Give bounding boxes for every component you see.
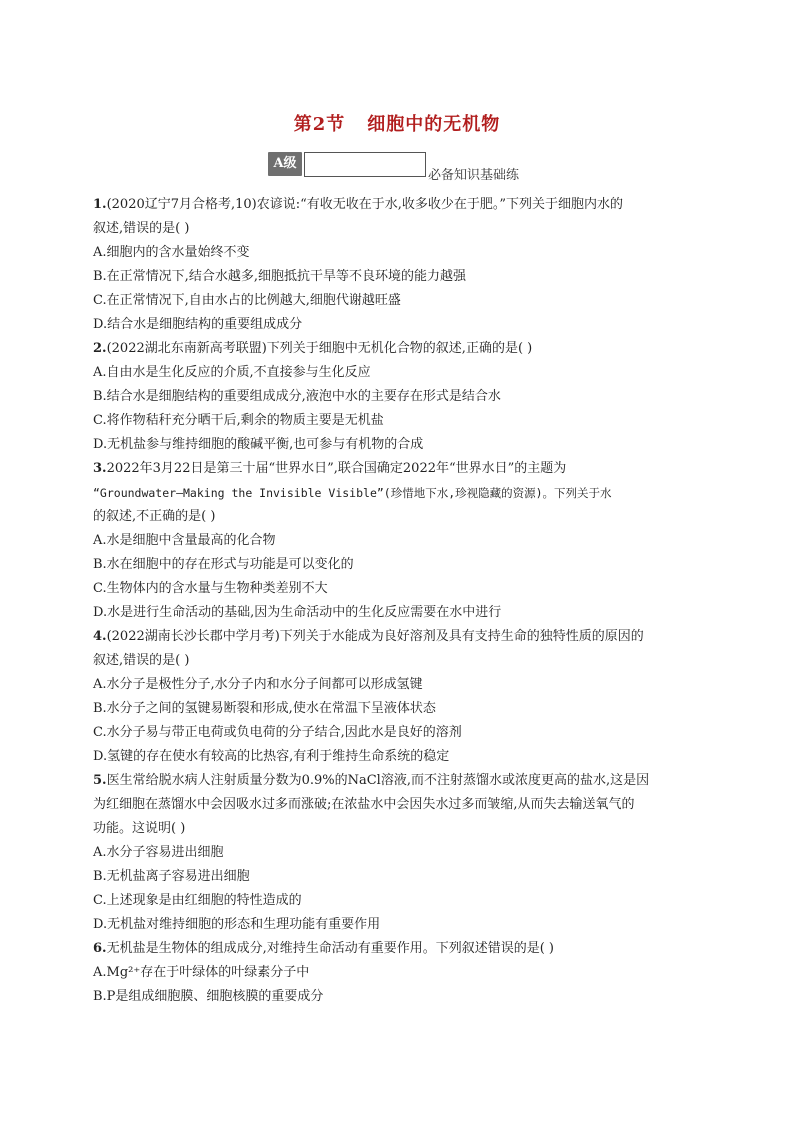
question-4-option: D.氢键的存在使水有较高的比热容,有利于维持生命系统的稳定 [93, 749, 450, 764]
level-badge: A级 [268, 152, 302, 176]
question-1-option: B.在正常情况下,结合水越多,细胞抵抗干旱等不良环境的能力越强 [93, 269, 466, 284]
question-2-option: D.无机盐参与维持细胞的酸碱平衡,也可参与有机物的合成 [93, 437, 424, 452]
question-1-stem-line [93, 217, 703, 241]
question-3-stem-line [93, 457, 703, 481]
question-number: 3. [93, 461, 107, 476]
question-1-option: D.结合水是细胞结构的重要组成成分 [93, 317, 303, 332]
question-3-stem-line [93, 505, 703, 529]
question-2-option: A.自由水是生化反应的介质,不直接参与生化反应 [93, 365, 371, 380]
question-4-option: A.水分子是极性分子,水分子内和水分子间都可以形成氢键 [93, 677, 423, 692]
question-3-option: A.水是细胞中含量最高的化合物 [93, 533, 276, 548]
question-4-stem-line [93, 649, 703, 673]
question-list [93, 193, 703, 1009]
question-6-option: B.P是组成细胞膜、细胞核膜的重要成分 [93, 989, 324, 1004]
question-number: 5. [93, 773, 107, 788]
question-5-stem-line [93, 817, 703, 841]
question-5-option: C.上述现象是由红细胞的特性造成的 [93, 893, 302, 908]
question-text: 医生常给脱水病人注射质量分数为0.9%的NaCl溶液,而不注射蒸馏水或浓度更高的盐水,这是因 [106, 773, 650, 788]
question-number: 6. [93, 941, 107, 956]
question-number: 4. [93, 629, 107, 644]
question-5-option: A.水分子容易进出细胞 [93, 845, 224, 860]
question-4-stem-line [93, 625, 703, 649]
question-text: 2022年3月22日是第三十届“世界水日”,联合国确定2022年“世界水日”的主题为 [106, 461, 567, 476]
question-text: (2022湖南长沙长郡中学月考)下列关于水能成为良好溶剂及具有支持生命的独特性质的原因的 [106, 629, 644, 644]
question-3-stem-line [93, 481, 703, 505]
question-number: 2. [93, 341, 107, 356]
question-text: 叙述,错误的是( ) [93, 221, 190, 236]
question-text: 为红细胞在蒸馏水中会因吸水过多而涨破;在浓盐水中会因失水过多而皱缩,从而失去输送氧气的 [93, 797, 635, 812]
section-number: 第2节 [293, 114, 346, 135]
question-3-option: B.水在细胞中的存在形式与功能是可以变化的 [93, 557, 354, 572]
question-number: 1. [93, 197, 107, 212]
question-1-option: A.细胞内的含水量始终不变 [93, 245, 250, 260]
question-5-option: B.无机盐离子容易进出细胞 [93, 869, 250, 884]
question-5-option: D.无机盐对维持细胞的形态和生理功能有重要作用 [93, 917, 381, 932]
question-1-stem-line [93, 193, 703, 217]
question-text: 的叙述,不正确的是( ) [93, 509, 216, 524]
section-name: 细胞中的无机物 [367, 114, 501, 135]
level-box [304, 152, 426, 177]
level-text: 必备知识基础练 [428, 168, 520, 183]
question-text: (2020辽宁7月合格考,10)农谚说:“有收无收在于水,收多收少在于肥。”下列关于细胞内水的 [106, 197, 624, 212]
question-4-option: B.水分子之间的氢键易断裂和形成,使水在常温下呈液体状态 [93, 701, 436, 716]
question-4-option: C.水分子易与带正电荷或负电荷的分子结合,因此水是良好的溶剂 [93, 725, 462, 740]
question-2-stem-line [93, 337, 703, 361]
question-text: 叙述,错误的是( ) [93, 653, 190, 668]
question-3-option: D.水是进行生命活动的基础,因为生命活动中的生化反应需要在水中进行 [93, 605, 502, 620]
question-2-option: B.结合水是细胞结构的重要组成成分,液泡中水的主要存在形式是结合水 [93, 389, 501, 404]
question-6-stem-line [93, 937, 703, 961]
question-3-option: C.生物体内的含水量与生物种类差别不大 [93, 581, 328, 596]
question-5-stem-line [93, 793, 703, 817]
question-text: “Groundwater—Making the Invisible Visible”(珍惜地下水,珍视隐藏的资源)。下列关于水 [93, 486, 612, 500]
question-1-option: C.在正常情况下,自由水占的比例越大,细胞代谢越旺盛 [93, 293, 401, 308]
question-5-stem-line [93, 769, 703, 793]
section-title [0, 110, 794, 136]
question-text: (2022湖北东南新高考联盟)下列关于细胞中无机化合物的叙述,正确的是( ) [106, 341, 533, 356]
question-2-option: C.将作物秸秆充分晒干后,剩余的物质主要是无机盐 [93, 413, 384, 428]
question-text: 无机盐是生物体的组成成分,对维持生命活动有重要作用。下列叙述错误的是( ) [106, 941, 554, 956]
question-6-option: A.Mg²⁺存在于叶绿体的叶绿素分子中 [93, 965, 310, 980]
question-text: 功能。这说明( ) [93, 821, 186, 836]
